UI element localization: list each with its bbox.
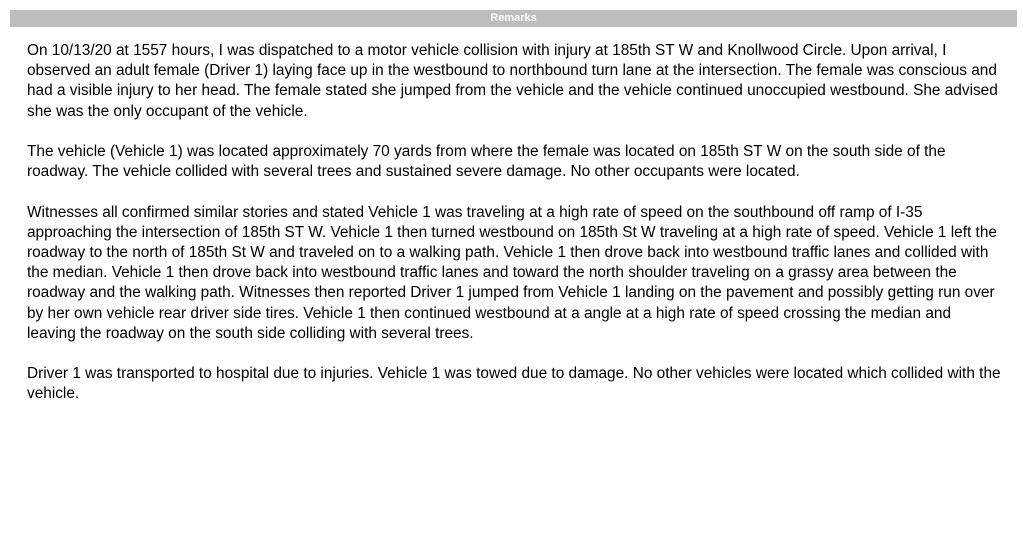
remarks-paragraph-witness-statements: Witnesses all confirmed similar stories and stated Vehicle 1 was traveling at a high rate of speed on the southbound off ramp of I-35 approaching the intersection of 185th ST W. Vehicle 1 then turned westbound on 185th St W traveling at a high rate of speed. Vehicle 1 left the roadway to the north of 185th St W and traveled on to a walking path. Vehicle 1 then drove back into westbound traffic lanes and collided with the median. Vehicle 1 then drove back into westbound traffic lanes and toward the north shoulder traveling on a grassy area between the roadway and the walking path. Witnesses then reported Driver 1 jumped from Vehicle 1 landing on the pavement and possibly getting run over by her own vehicle rear driver side tires. Vehicle 1 then continued westbound at a angle at a high rate of speed crossing the median and leaving the roadway on the south side colliding with several trees. [27, 203, 997, 342]
remarks-paragraph-vehicle-location: The vehicle (Vehicle 1) was located approximately 70 yards from where the female was located on 185th ST W on the south side of the roadway. The vehicle collided with several trees and sustained severe damage. No other occupants were located. [27, 143, 946, 181]
remarks-paragraph-disposition: Driver 1 was transported to hospital due to injuries. Vehicle 1 was towed due to damage. No other vehicles were located which collided with the vehicle. [27, 365, 1001, 403]
remarks-section-title: Remarks [490, 12, 537, 24]
remarks-body [27, 41, 1002, 425]
remarks-header-bar [10, 10, 1017, 27]
remarks-paragraph-dispatch: On 10/13/20 at 1557 hours, I was dispatched to a motor vehicle collision with injury at 185th ST W and Knollwood Circle. Upon arrival, I observed an adult female (Driver 1) laying face up in the westbound to northbound turn lane at the intersection. The female was conscious and had a visible injury to her head. The female stated she jumped from the vehicle and the vehicle continued unoccupied westbound. She advised she was the only occupant of the vehicle. [27, 42, 998, 120]
